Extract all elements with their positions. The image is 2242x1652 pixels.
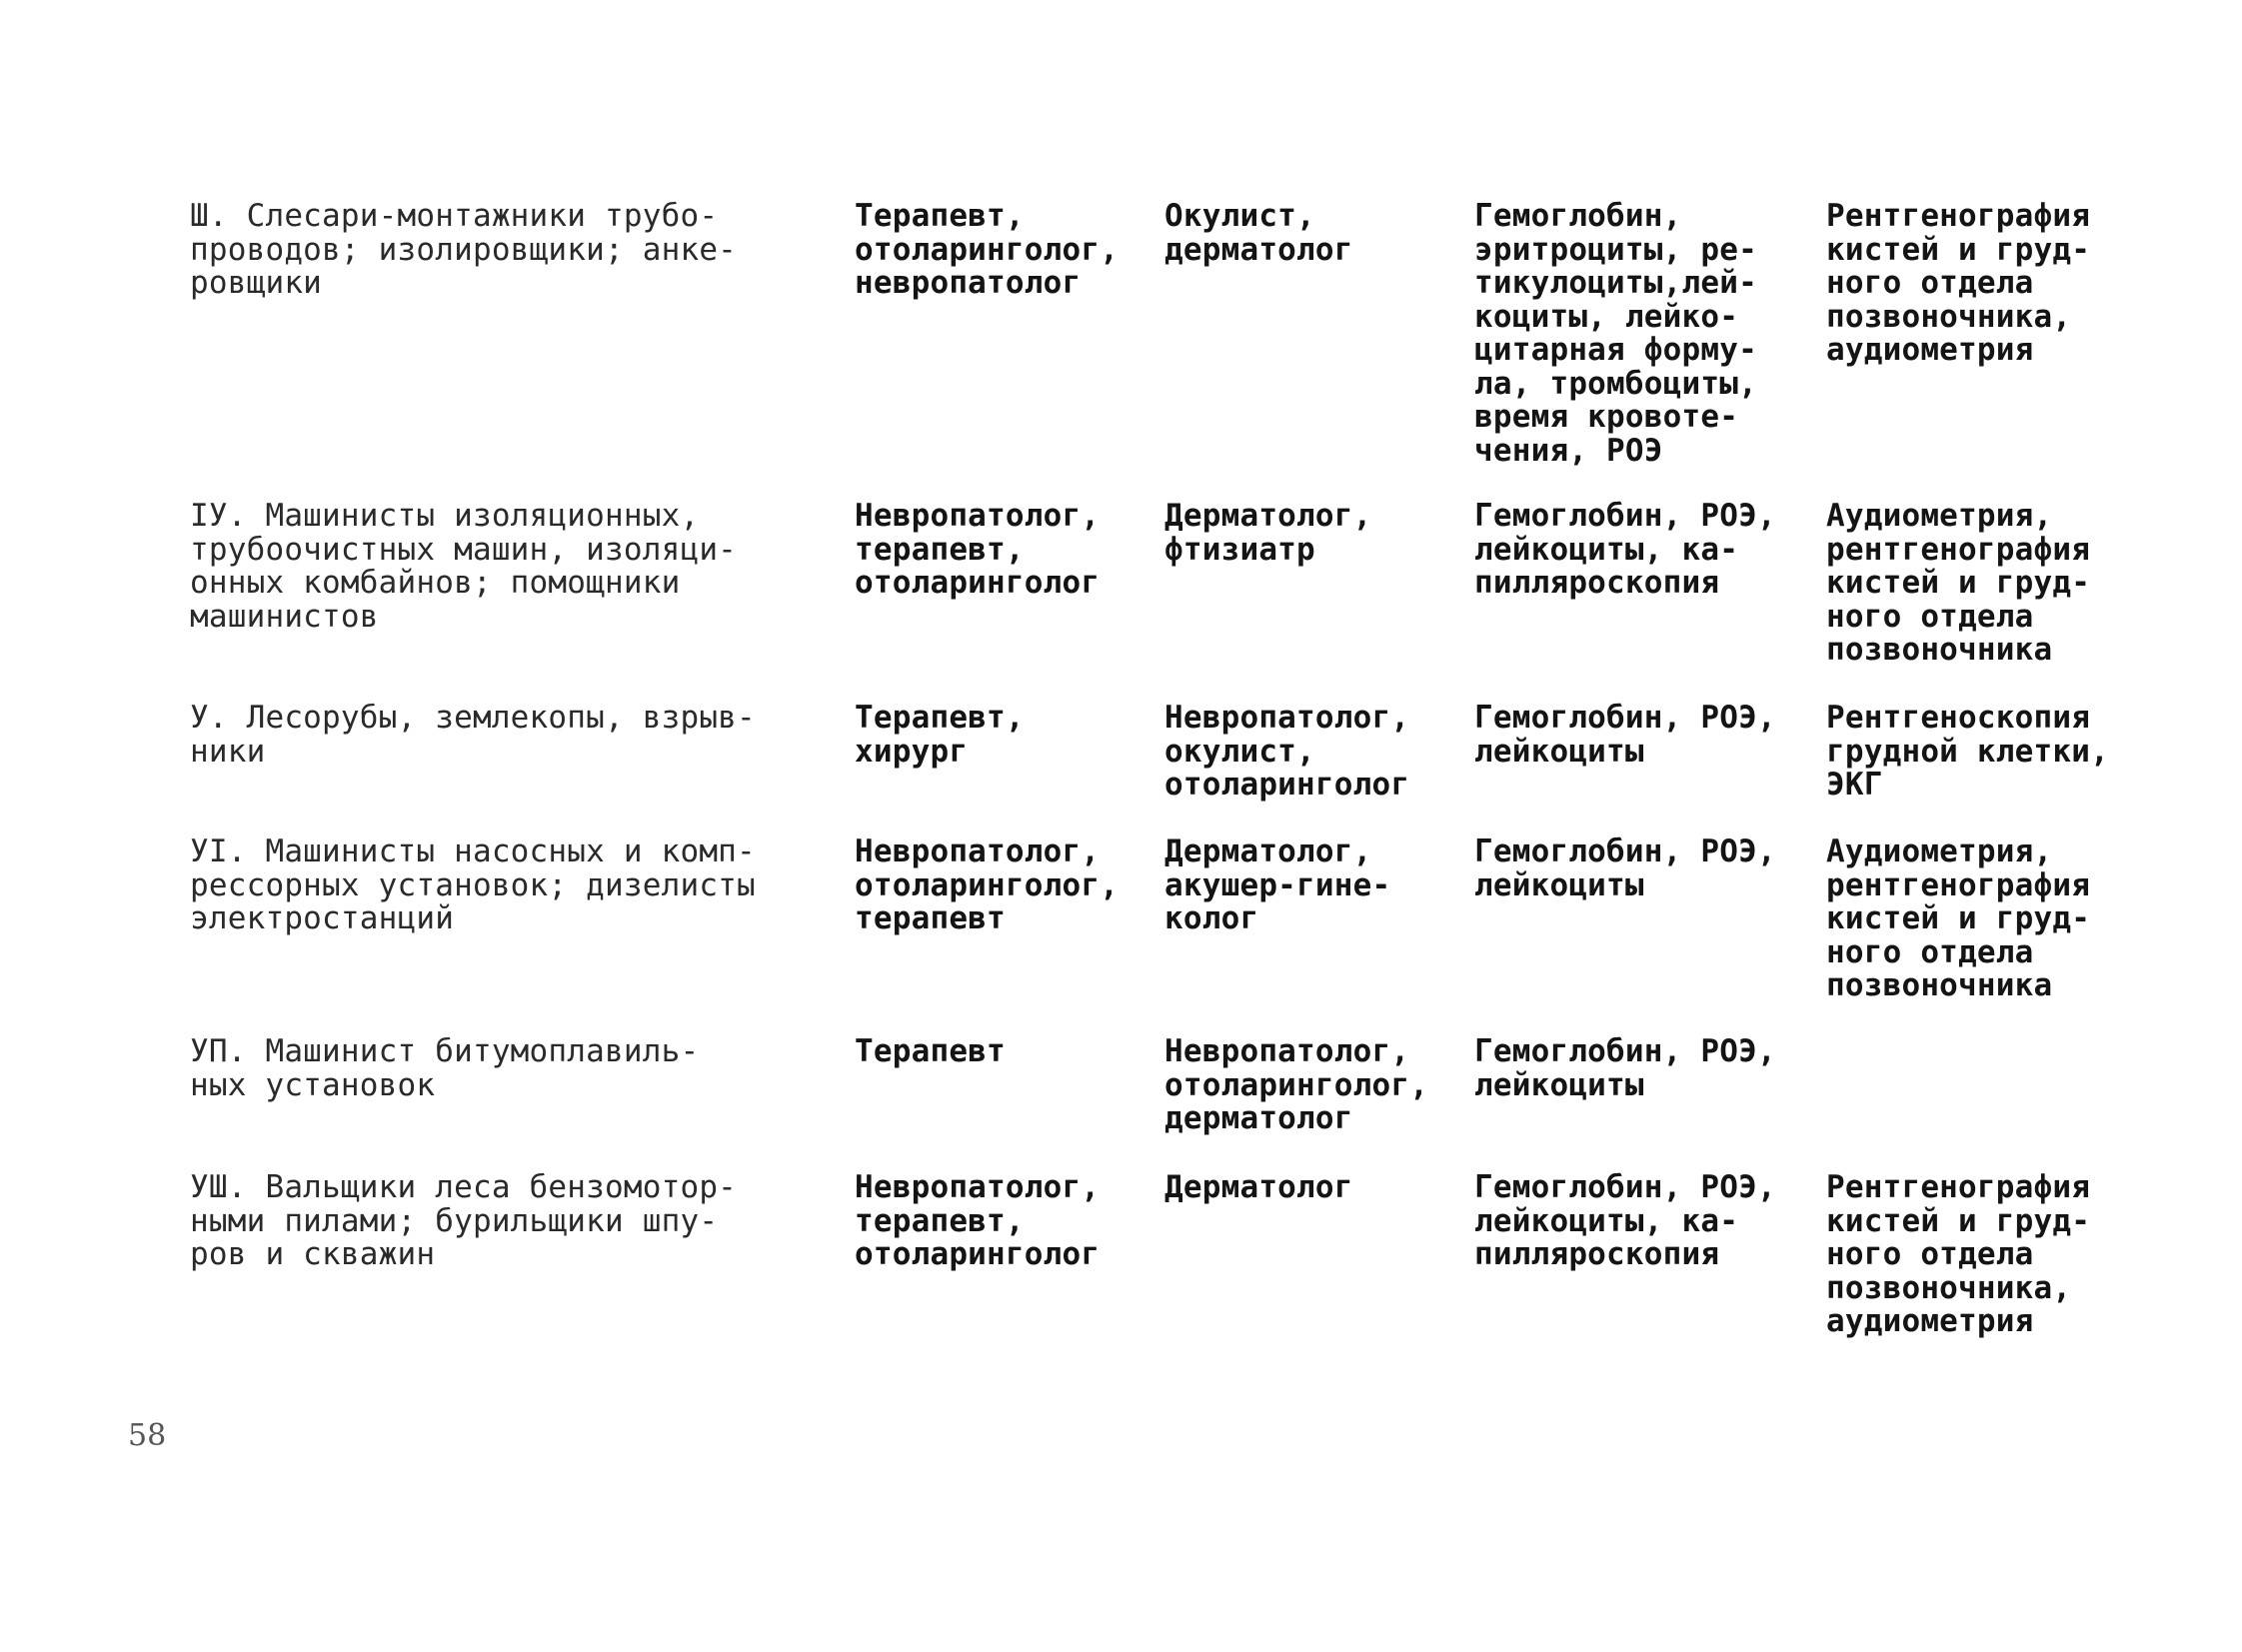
main-doctors-cell: Терапевт, хирург xyxy=(855,700,1025,770)
profession-cell: У. Лесорубы, землекопы, взрыв- ники xyxy=(190,700,756,770)
other-doctors-cell: Невропатолог, окулист, отоларинголог xyxy=(1164,700,1410,803)
instrumental-cell: Рентгенография кистей и груд- ного отдела позвоночника, аудиометрия xyxy=(1826,198,2091,368)
profession-cell: Ш. Слесари-монтажники трубо- проводов; изолировщики; анке- ровщики xyxy=(190,198,738,301)
main-doctors-cell: Невропатолог, терапевт, отоларинголог xyxy=(855,1169,1101,1272)
instrumental-cell: Рентгеноскопия грудной клетки, ЭКГ xyxy=(1826,700,2109,803)
main-doctors-cell: Невропатолог, терапевт, отоларинголог xyxy=(855,498,1101,601)
profession-cell: IУ. Машинисты изоляционных, трубоочистных машин, изоляци- онных комбайнов; помощники машинистов xyxy=(190,498,738,635)
lab-tests-cell: Гемоглобин, эритроциты, ре- тикулоциты,лей- коциты, лейко- цитарная форму- ла, тромбоциты, время кровоте- чения, РОЭ xyxy=(1474,198,1757,469)
profession-cell: УI. Машинисты насосных и комп- рессорных установок; дизелисты электростанций xyxy=(190,833,756,936)
profession-cell: УП. Машинист битумоплавиль- ных установок xyxy=(190,1033,700,1103)
main-doctors-cell: Невропатолог, отоларинголог, терапевт xyxy=(855,833,1120,936)
lab-tests-cell: Гемоглобин, РОЭ, лейкоциты, ка- пилляроскопия xyxy=(1474,1169,1776,1272)
other-doctors-cell: Дерматолог, акушер-гине- колог xyxy=(1164,833,1391,936)
instrumental-cell: Аудиометрия, рентгенография кистей и груд- ного отдела позвоночника xyxy=(1826,833,2091,1003)
other-doctors-cell: Окулист, дерматолог xyxy=(1164,198,1353,268)
lab-tests-cell: Гемоглобин, РОЭ, лейкоциты, ка- пилляроскопия xyxy=(1474,498,1776,601)
lab-tests-cell: Гемоглобин, РОЭ, лейкоциты xyxy=(1474,833,1776,903)
other-doctors-cell: Невропатолог, отоларинголог, дерматолог xyxy=(1164,1033,1429,1136)
lab-tests-cell: Гемоглобин, РОЭ, лейкоциты xyxy=(1474,1033,1776,1103)
instrumental-cell: Аудиометрия, рентгенография кистей и груд- ного отдела позвоночника xyxy=(1826,498,2091,668)
main-doctors-cell: Терапевт xyxy=(855,1033,1006,1069)
other-doctors-cell: Дерматолог xyxy=(1164,1169,1353,1205)
profession-cell: УШ. Вальщики леса бензомотор- ными пилами; бурильщики шпу- ров и скважин xyxy=(190,1169,738,1272)
instrumental-cell: Рентгенография кистей и груд- ного отдела позвоночника, аудиометрия xyxy=(1826,1169,2091,1339)
other-doctors-cell: Дерматолог, фтизиатр xyxy=(1164,498,1372,568)
lab-tests-cell: Гемоглобин, РОЭ, лейкоциты xyxy=(1474,700,1776,770)
main-doctors-cell: Терапевт, отоларинголог, невропатолог xyxy=(855,198,1120,301)
page-number: 58 xyxy=(128,1418,167,1453)
